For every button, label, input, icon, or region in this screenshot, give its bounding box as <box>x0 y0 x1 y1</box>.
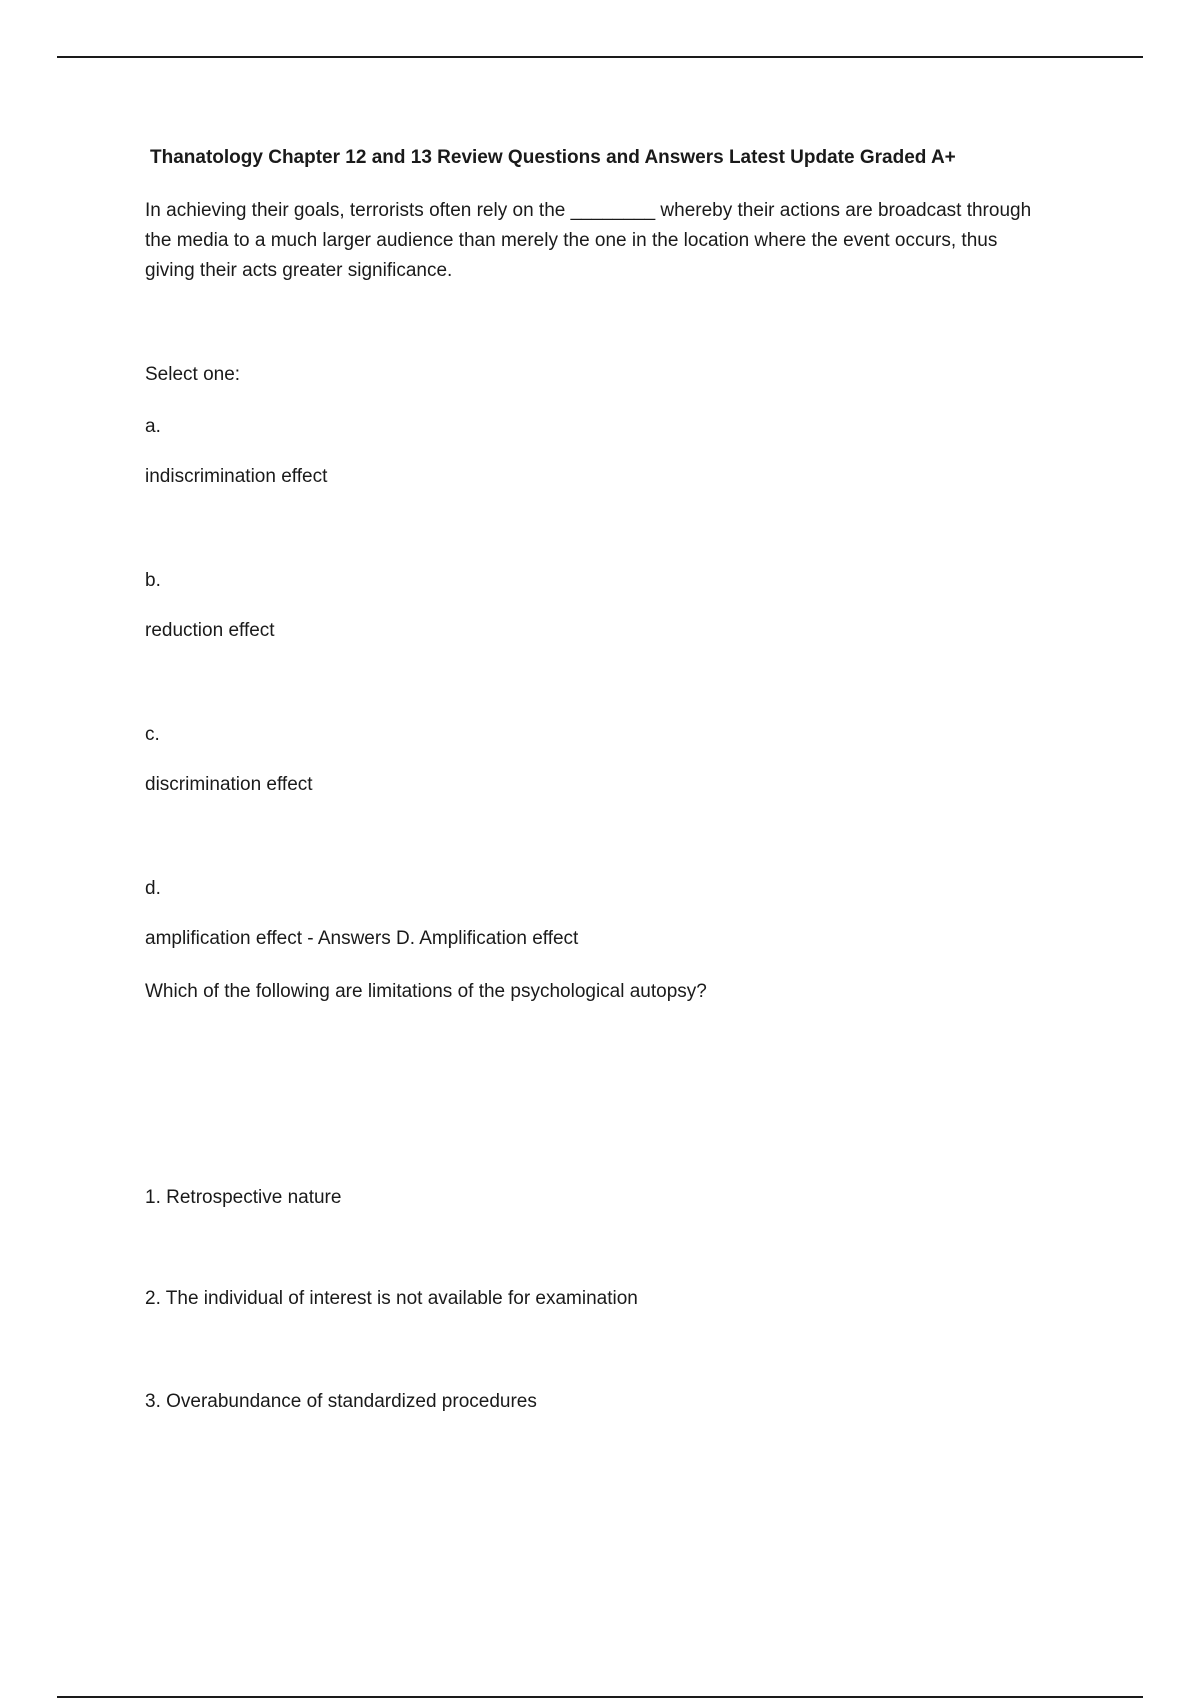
question-1-text-before: In achieving their goals, terrorists often rely on the <box>145 200 571 221</box>
option-b-text: reduction effect <box>145 620 275 641</box>
answer-blank: ________ <box>570 200 656 221</box>
option-a-text: indiscrimination effect <box>145 466 328 487</box>
question-2-item-3: 3. Overabundance of standardized procedures <box>145 1391 537 1412</box>
option-d-text-with-answer: amplification effect - Answers D. Amplification effect <box>145 928 579 949</box>
top-divider <box>57 56 1143 58</box>
option-a-letter: a. <box>145 416 161 437</box>
select-one-prompt: Select one: <box>145 364 241 385</box>
bottom-divider <box>57 1696 1143 1698</box>
option-c-letter: c. <box>145 724 160 745</box>
question-1-text <box>145 196 1045 286</box>
question-2-text: Which of the following are limitations of the psychological autopsy? <box>145 981 707 1002</box>
option-c-text: discrimination effect <box>145 774 313 795</box>
document-title: Thanatology Chapter 12 and 13 Review Questions and Answers Latest Update Graded A+ <box>150 147 956 168</box>
question-1-text-after: whereby their actions are broadcast through the media to a much larger audience than merely the one in the location where the event occurs, thus giving their acts greater significance. <box>145 200 1032 281</box>
question-2-item-2: 2. The individual of interest is not available for examination <box>145 1288 638 1309</box>
question-2-item-1: 1. Retrospective nature <box>145 1187 342 1208</box>
option-b-letter: b. <box>145 570 161 591</box>
option-d-letter: d. <box>145 878 161 899</box>
